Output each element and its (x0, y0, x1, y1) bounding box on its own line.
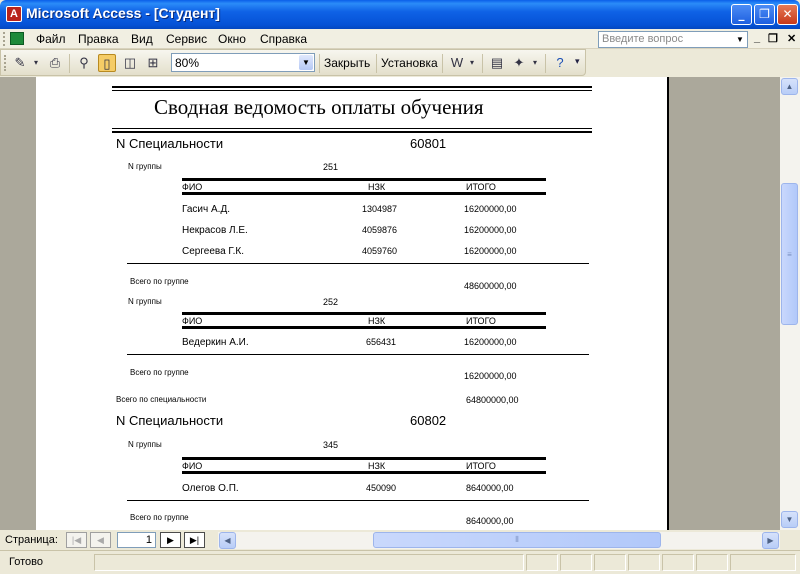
specialty-label: N Специальности (116, 413, 224, 428)
group-label: N группы (128, 162, 162, 171)
menu-file[interactable]: Файл (36, 32, 66, 46)
doc-restore-button[interactable]: ❐ (768, 33, 778, 45)
scroll-down-icon[interactable]: ▼ (781, 511, 798, 528)
chevron-down-icon[interactable]: ▼ (736, 35, 744, 44)
last-page-icon[interactable]: ▶| (184, 532, 205, 548)
header-bottom-rule-thin (112, 128, 592, 129)
next-page-icon[interactable]: ▶ (160, 532, 181, 548)
group-footer-rule (127, 263, 589, 264)
doc-minimize-button[interactable]: _ (754, 32, 761, 44)
student-name: Ведеркин А.И. (182, 337, 249, 348)
zoom-magnifier-icon[interactable]: ⚲ (79, 55, 89, 70)
toolbar-empty-area (586, 49, 800, 76)
group-total-value: 16200000,00 (464, 371, 517, 381)
toolbar-grip-handle[interactable] (4, 55, 7, 71)
two-pages-icon[interactable]: ◫ (123, 55, 137, 70)
column-header-name: ФИО (182, 316, 203, 326)
status-text: Готово (9, 556, 43, 568)
column-header-nzk: НЗК (368, 316, 386, 326)
toolbar-separator (545, 54, 546, 73)
page-number-input[interactable]: 1 (117, 532, 156, 548)
scroll-right-icon[interactable]: ▶ (762, 532, 779, 549)
student-name: Гасич А.Д. (182, 204, 230, 215)
restore-button[interactable]: ❐ (754, 4, 775, 25)
page-setup-button[interactable]: Установка (381, 56, 438, 70)
table-header-rule (182, 178, 546, 181)
minimize-button[interactable]: _ (731, 4, 752, 25)
menu-window[interactable]: Окно (218, 32, 246, 46)
first-page-icon[interactable]: |◀ (66, 532, 87, 548)
status-panel (594, 554, 626, 571)
group-number: 252 (323, 297, 339, 307)
toolbar-options-icon[interactable]: ▾ (575, 56, 580, 66)
doc-close-button[interactable]: ✕ (787, 33, 797, 45)
group-number: 345 (323, 440, 339, 450)
print-preview-toolbar (0, 49, 586, 76)
student-nzk: 450090 (366, 483, 397, 493)
new-object-icon[interactable]: ✦ (513, 55, 525, 70)
group-total-label: Всего по группе (130, 277, 189, 286)
previous-page-icon[interactable]: ◀ (90, 532, 111, 548)
office-links-word-icon[interactable]: W (450, 55, 464, 70)
status-panel (560, 554, 592, 571)
specialty-total-label: Всего по специальности (116, 395, 207, 404)
specialty-label: N Специальности (116, 136, 224, 151)
chevron-down-icon[interactable]: ▾ (469, 58, 474, 67)
specialty-number: 60801 (410, 136, 447, 151)
table-header-rule (182, 326, 546, 329)
print-icon[interactable]: ⎙ (49, 55, 61, 70)
student-total: 16200000,00 (464, 246, 517, 256)
student-nzk: 4059760 (362, 246, 398, 256)
status-panel (730, 554, 796, 571)
menu-help[interactable]: Справка (260, 32, 308, 46)
group-label: N группы (128, 440, 162, 449)
multiple-pages-icon[interactable]: ⊞ (147, 55, 159, 70)
column-header-name: ФИО (182, 461, 203, 471)
title-bar (0, 0, 800, 29)
menu-tools[interactable]: Сервис (166, 32, 208, 46)
status-panel (526, 554, 558, 571)
horizontal-scrollbar[interactable] (218, 532, 780, 549)
student-nzk: 4059876 (362, 225, 398, 235)
design-view-icon[interactable]: ✎ (14, 55, 26, 70)
close-button[interactable]: ✕ (777, 4, 798, 25)
header-top-rule (112, 86, 592, 88)
status-panel (696, 554, 728, 571)
column-header-total: ИТОГО (466, 182, 496, 192)
group-total-value: 48600000,00 (464, 281, 517, 291)
menu-bar (0, 29, 800, 49)
database-window-icon[interactable]: ▤ (490, 55, 504, 70)
column-header-total: ИТОГО (466, 316, 496, 326)
table-header-rule (182, 471, 546, 474)
group-label: N группы (128, 297, 162, 306)
status-panel (662, 554, 694, 571)
chevron-down-icon[interactable]: ▼ (299, 55, 313, 70)
horizontal-scroll-thumb[interactable]: ⦀ (373, 532, 661, 548)
report-doc-icon[interactable] (10, 32, 24, 45)
group-total-value: 8640000,00 (466, 516, 514, 526)
table-header-rule (182, 192, 546, 195)
header-bottom-rule (112, 131, 592, 133)
toolbar-separator (442, 54, 443, 73)
vertical-scroll-thumb[interactable]: ≡ (781, 183, 798, 325)
toolbar-separator (69, 54, 70, 73)
zoom-value: 80% (175, 56, 200, 70)
access-app-icon[interactable]: A (6, 6, 22, 22)
window-title: Microsoft Access - [Студент] (26, 5, 220, 21)
student-total: 16200000,00 (464, 225, 517, 235)
student-total: 8640000,00 (466, 483, 514, 493)
student-total: 16200000,00 (464, 204, 517, 214)
specialty-total-value: 64800000,00 (466, 395, 519, 405)
menu-view[interactable]: Вид (131, 32, 153, 46)
help-icon[interactable]: ? (556, 55, 564, 70)
status-panel (94, 554, 524, 571)
student-total: 16200000,00 (464, 337, 517, 347)
status-bar (0, 550, 800, 574)
toolbar-separator (376, 54, 377, 73)
group-number: 251 (323, 162, 339, 172)
zoom-select[interactable] (171, 53, 315, 72)
page-label: Страница: (5, 534, 58, 546)
column-header-name: ФИО (182, 182, 203, 192)
student-nzk: 1304987 (362, 204, 398, 214)
ask-question-input[interactable] (598, 31, 748, 48)
report-title: Сводная ведомость оплаты обучения (154, 95, 484, 119)
toolbar-separator (482, 54, 483, 73)
menu-edit[interactable]: Правка (78, 32, 119, 46)
student-nzk: 656431 (366, 337, 397, 347)
chevron-down-icon[interactable]: ▾ (33, 58, 38, 67)
ask-question-placeholder: Введите вопрос (602, 33, 684, 45)
report-preview-area (0, 77, 780, 530)
status-panel (628, 554, 660, 571)
menu-grip-handle[interactable] (3, 32, 6, 46)
one-page-icon[interactable]: ▯ (98, 54, 116, 72)
student-name: Олегов О.П. (182, 483, 239, 494)
vertical-scrollbar[interactable] (780, 77, 800, 530)
group-footer-rule (127, 500, 589, 501)
chevron-down-icon[interactable]: ▾ (532, 58, 537, 67)
specialty-number: 60802 (410, 413, 447, 428)
header-top-rule-thin (112, 90, 592, 91)
student-name: Некрасов Л.Е. (182, 225, 248, 236)
scroll-left-icon[interactable]: ◀ (219, 532, 236, 549)
scroll-up-icon[interactable]: ▲ (781, 78, 798, 95)
toolbar-separator (319, 54, 320, 73)
table-header-rule (182, 312, 546, 315)
student-name: Сергеева Г.К. (182, 246, 245, 257)
table-header-rule (182, 457, 546, 460)
close-preview-button[interactable]: Закрыть (324, 56, 371, 70)
record-navigation-bar (0, 530, 800, 550)
report-page (36, 77, 669, 530)
column-header-total: ИТОГО (466, 461, 496, 471)
group-total-label: Всего по группе (130, 368, 189, 377)
column-header-nzk: НЗК (368, 461, 386, 471)
column-header-nzk: НЗК (368, 182, 386, 192)
group-total-label: Всего по группе (130, 513, 189, 522)
group-footer-rule (127, 354, 589, 355)
